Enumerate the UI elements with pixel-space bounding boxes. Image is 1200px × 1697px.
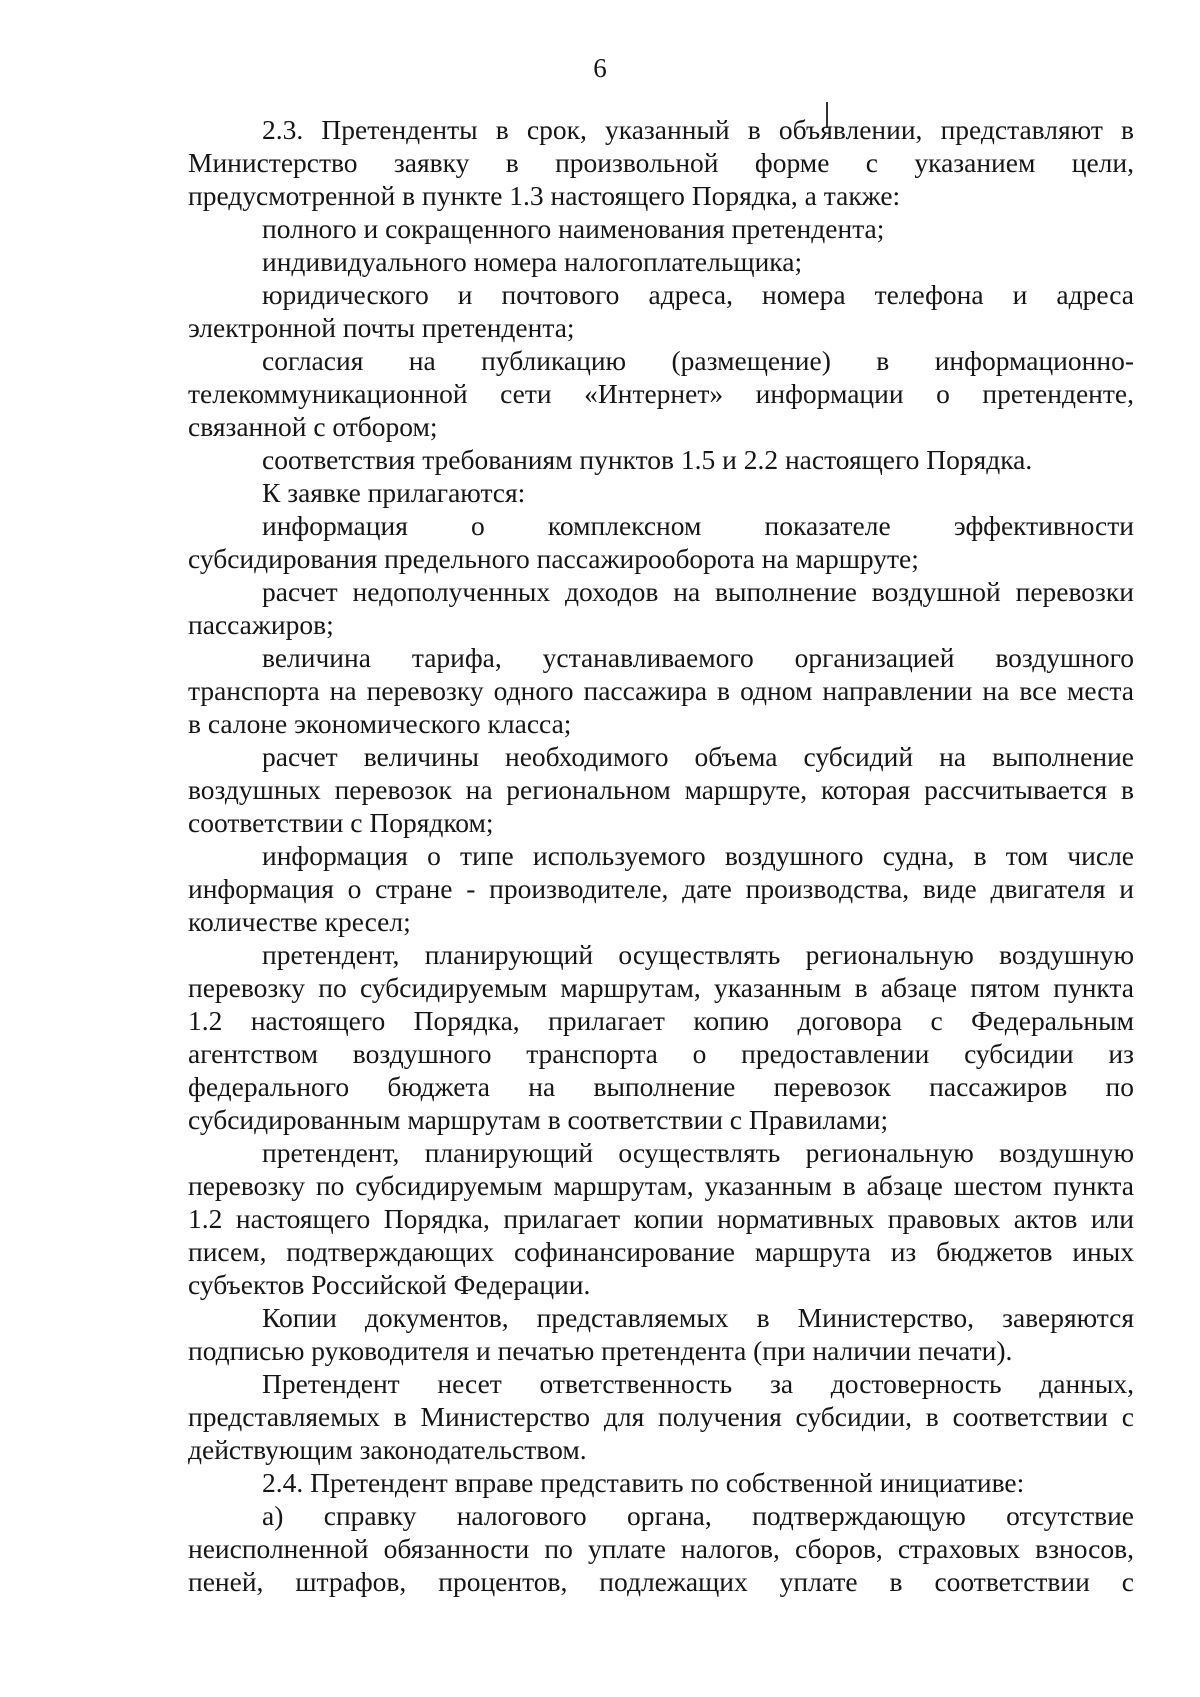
text-line: агентством воздушного транспорта о предоставлении субсидии из <box>188 1038 1134 1069</box>
paragraph <box>188 1367 1134 1466</box>
text-line: 2.4. Претендент вправе представить по собственной инициативе: <box>262 1467 1025 1498</box>
paragraph <box>188 443 1134 476</box>
text-line: согласия на публикацию (размещение) в информационно- <box>262 345 1134 376</box>
text-line: расчет величины необходимого объема субсидий на выполнение <box>262 741 1134 772</box>
paragraph <box>188 575 1134 641</box>
text-line: соответствия требованиям пунктов 1.5 и 2.2 настоящего Порядка. <box>262 444 1033 475</box>
text-line: в салоне экономического класса; <box>188 708 572 739</box>
text-line: электронной почты претендента; <box>188 312 575 343</box>
text-line: количестве кресел; <box>188 906 411 937</box>
text-line: полного и сокращенного наименования претендента; <box>262 213 885 244</box>
text-line: субъектов Российской Федерации. <box>188 1269 591 1300</box>
text-line: К заявке прилагаются: <box>262 477 526 508</box>
text-line: предусмотренной в пункте 1.3 настоящего Порядка, а также: <box>188 180 901 211</box>
text-line: 1.2 настоящего Порядка, прилагает копию договора с Федеральным <box>188 1005 1134 1036</box>
text-line: подписью руководителя и печатью претендента (при наличии печати). <box>188 1335 1013 1366</box>
paragraph <box>188 641 1134 740</box>
text-line: воздушных перевозок на региональном маршруте, которая рассчитывается в <box>188 774 1134 805</box>
paragraph <box>188 113 1134 212</box>
text-line: претендент, планирующий осуществлять региональную воздушную <box>262 939 1134 970</box>
paragraph <box>188 1136 1134 1301</box>
paragraph <box>188 1499 1134 1598</box>
text-line: перевозку по субсидируемым маршрутам, указанным в абзаце шестом пункта <box>188 1170 1134 1201</box>
paragraph <box>188 740 1134 839</box>
text-line: Министерство заявку в произвольной форме с указанием цели, <box>188 147 1134 178</box>
text-line: субсидированным маршрутам в соответствии с Правилами; <box>188 1104 889 1135</box>
text-line: субсидирования предельного пассажирооборота на маршруте; <box>188 543 919 574</box>
paragraph <box>188 839 1134 938</box>
paragraph <box>188 245 1134 278</box>
paragraph <box>188 344 1134 443</box>
text-line: 2.3. Претенденты в срок, указанный в объявлении, представляют в <box>262 114 1134 145</box>
text-line: 1.2 настоящего Порядка, прилагает копии нормативных правовых актов или <box>188 1203 1134 1234</box>
text-line: неисполненной обязанности по уплате налогов, сборов, страховых взносов, <box>188 1533 1134 1564</box>
text-line: действующим законодательством. <box>188 1434 587 1465</box>
page-number: 6 <box>593 53 607 83</box>
text-line: информация о типе используемого воздушного судна, в том числе <box>262 840 1134 871</box>
text-line: писем, подтверждающих софинансирование маршрута из бюджетов иных <box>188 1236 1134 1267</box>
text-line: Копии документов, представляемых в Министерство, заверяются <box>262 1302 1134 1333</box>
text-line: Претендент несет ответственность за достоверность данных, <box>262 1368 1134 1399</box>
paragraph <box>188 1301 1134 1367</box>
text-line: связанной с отбором; <box>188 411 438 442</box>
paragraph <box>188 476 1134 509</box>
text-line: пассажиров; <box>188 609 334 640</box>
text-line: телекоммуникационной сети «Интернет» информации о претенденте, <box>188 378 1134 409</box>
paragraph <box>188 278 1134 344</box>
text-line: представляемых в Министерство для получения субсидии, в соответствии с <box>188 1401 1134 1432</box>
text-line: пеней, штрафов, процентов, подлежащих уплате в соответствии с <box>188 1566 1134 1597</box>
text-line: а) справку налогового органа, подтверждающую отсутствие <box>262 1500 1134 1531</box>
text-line: транспорта на перевозку одного пассажира в одном направлении на все места <box>188 675 1134 706</box>
text-line: претендент, планирующий осуществлять региональную воздушную <box>262 1137 1134 1168</box>
paragraph <box>188 1466 1134 1499</box>
text-line: соответствии с Порядком; <box>188 807 494 838</box>
paragraph <box>188 509 1134 575</box>
text-line: перевозку по субсидируемым маршрутам, указанным в абзаце пятом пункта <box>188 972 1134 1003</box>
text-line: информация о стране - производителе, дате производства, виде двигателя и <box>188 873 1134 904</box>
paragraph <box>188 938 1134 1136</box>
document-body <box>188 113 1134 1598</box>
text-line: юридического и почтового адреса, номера телефона и адреса <box>262 279 1134 310</box>
text-line: индивидуального номера налогоплательщика; <box>262 246 803 277</box>
text-line: федерального бюджета на выполнение перевозок пассажиров по <box>188 1071 1134 1102</box>
text-line: расчет недополученных доходов на выполнение воздушной перевозки <box>262 576 1134 607</box>
text-line: величина тарифа, устанавливаемого организацией воздушного <box>262 642 1134 673</box>
text-line: информация о комплексном показателе эффективности <box>262 510 1134 541</box>
paragraph <box>188 212 1134 245</box>
